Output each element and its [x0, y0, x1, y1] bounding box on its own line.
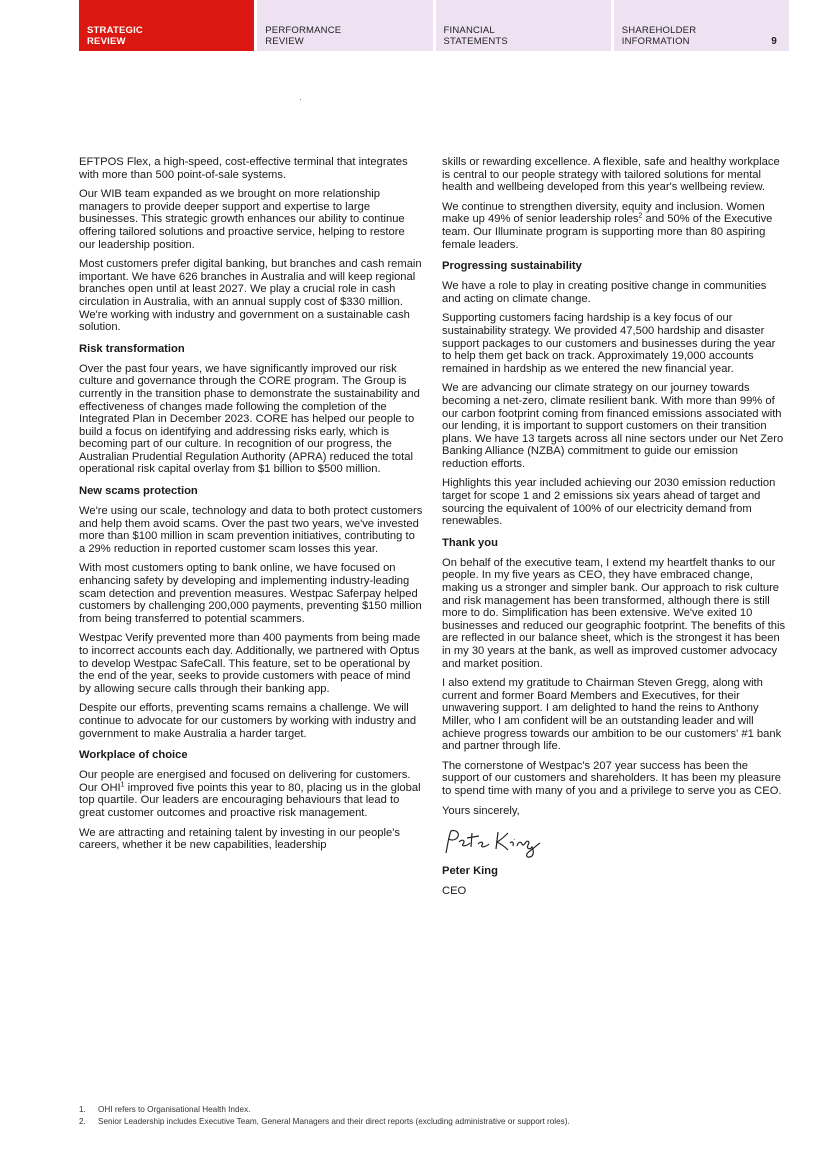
- paragraph: The cornerstone of Westpac's 207 year success has been the support of our customers and shareholders. It has been my pleasure to spend time with many of you and a privilege to serve you as CEO.: [442, 759, 782, 797]
- tab-performance-review[interactable]: [257, 0, 432, 51]
- paragraph: Westpac Verify prevented more than 400 payments from being made to incorrect accounts each day. Additionally, we partnered with Optus to develop Westpac SafeCall. This feature, set to be operational by the end of the year, seeks to provide customers with peace of mind by allowing secure calls through their banking app.: [79, 632, 421, 695]
- left-column: [79, 156, 423, 859]
- footnote-text: OHI refers to Organisational Health Index.: [98, 1105, 251, 1114]
- paragraph: Our WIB team expanded as we brought on more relationship managers to provide deeper support and expertise to large businesses. This strategic growth enhances our ability to continue offering tailored solutions and proactive service, helping to restore our leadership position.: [79, 188, 405, 251]
- signatory-title: CEO: [442, 884, 467, 897]
- heading-new-scams-protection: New scams protection: [79, 485, 198, 498]
- tab-strategic-review[interactable]: [79, 0, 254, 51]
- tab-label-line1: FINANCIAL: [443, 25, 495, 36]
- paragraph: Supporting customers facing hardship is a key focus of our sustainability strategy. We provided 47,500 hardship and disaster support packages to our customers and businesses during the year to help them get back on track. Approximately 19,000 accounts remained in hardship as we entered the new financial year.: [442, 312, 776, 375]
- heading-thank-you: Thank you: [442, 536, 498, 549]
- tab-shareholder-information[interactable]: [614, 0, 789, 51]
- tab-label-line1: PERFORMANCE: [265, 25, 342, 36]
- text-run: improved five points this year to 80, placing us in the global top quartile. Our leaders are encouraging behaviours that lead to great customer outcomes and proactive risk management.: [79, 781, 421, 819]
- tab-label-line1: STRATEGIC: [87, 25, 143, 36]
- paragraph: Most customers prefer digital banking, but branches and cash remain important. We have 626 branches in Australia and will keep regional branches open until at least 2027. We play a crucial role in cash circulation in Australia, with an annual supply cost of $330 million. We're working with industry and government on a sustainable cash solution.: [79, 258, 422, 334]
- right-column: [442, 156, 786, 904]
- paragraph: We are advancing our climate strategy on our journey towards becoming a net-zero, climate resilient bank. With more than 99% of our carbon footprint coming from financed emissions associated with our lending, it is important to support customers on their transition plans. We have 13 targets across all nine sectors under our Net Zero Banking Alliance (NZBA) commitment to guide our emission reduction efforts.: [442, 382, 784, 470]
- tab-label-line2: INFORMATION: [621, 36, 690, 47]
- signature-image: [442, 825, 786, 859]
- section-tabs: [79, 0, 789, 51]
- tab-label-line2: STATEMENTS: [443, 36, 508, 47]
- footnote: [79, 1116, 799, 1128]
- heading-risk-transformation: Risk transformation: [79, 342, 185, 355]
- footnote-number: 1.: [79, 1105, 86, 1114]
- text-run: and 50% of the Executive team. Our Illuminate program is supporting more than 80 aspiring female leaders.: [442, 213, 773, 251]
- paragraph: I also extend my gratitude to Chairman Steven Gregg, along with current and former Board Members and Executives, for their unwavering support. I am delighted to hand the reins to Anthony Miller, who I am confident will be an outstanding leader and will achieve progress towards our ambition to be our customers' #1 bank and partner through life.: [442, 677, 782, 753]
- paragraph: Despite our efforts, preventing scams remains a challenge. We will continue to advocate for our customers by working with industry and government to make Australia a harder target.: [79, 702, 417, 740]
- paragraph: We're using our scale, technology and data to both protect customers and help them avoid scams. Over the past two years, we've invested more than $100 million in scam prevention initiatives, contributing to a 29% reduction in reported customer scam losses this year.: [79, 505, 423, 555]
- heading-workplace-of-choice: Workplace of choice: [79, 749, 188, 762]
- tab-label-line1: SHAREHOLDER: [621, 25, 697, 36]
- tab-label-line2: REVIEW: [87, 36, 126, 47]
- paragraph: skills or rewarding excellence. A flexible, safe and healthy workplace is central to our people strategy with tailored solutions for mental health and wellbeing developed from this year's wellbeing review.: [442, 156, 780, 194]
- paragraph: Highlights this year included achieving our 2030 emission reduction target for scope 1 and 2 emissions six years ahead of target and sourcing the equivalent of 100% of our electricity demand from renewables.: [442, 477, 776, 528]
- footnote: [79, 1104, 799, 1116]
- footnotes: [79, 1104, 799, 1128]
- paragraph: EFTPOS Flex, a high-speed, cost-effective terminal that integrates with more than 500 point-of-sale systems.: [79, 156, 408, 181]
- paragraph: We are attracting and retaining talent by investing in our people's careers, whether it be new capabilities, leadership: [79, 826, 400, 852]
- paragraph: With most customers opting to bank online, we have focused on enhancing safety by developing and implementing industry-leading scam detection and prevention measures. Westpac Saferpay helped customers by challenging 200,000 payments, preventing $150 million from being transferred to potential scammers.: [79, 562, 422, 625]
- heading-progressing-sustainability: Progressing sustainability: [442, 260, 582, 273]
- footnote-ref: 2: [638, 212, 643, 220]
- text-run: Our people are energised and focused on delivering for customers. Our OHI: [79, 769, 411, 794]
- decorative-dot: [300, 99, 301, 100]
- footnote-ref: 1: [120, 781, 125, 789]
- handwritten-signature: [442, 825, 552, 859]
- paragraph: Over the past four years, we have significantly improved our risk culture and governance through the CORE program. The Group is currently in the transition phase to demonstrate the sustainability and effectiveness of changes made following the completion of the Integrated Plan in December 2023. CORE has helped our people to build a focus on identifying and addressing risks early, which is becoming part of our culture. In recognition of our progress, the Australian Prudential Regulation Authority (APRA) reduced the total operational risk capital overlay from $1 billion to $500 million.: [79, 362, 420, 476]
- footnote-number: 2.: [79, 1117, 86, 1126]
- paragraph: We have a role to play in creating positive change in communities and acting on climate change.: [442, 280, 767, 305]
- paragraph: On behalf of the executive team, I extend my heartfelt thanks to our people. In my five years as CEO, they have embraced change, making us a stronger and simpler bank. Our approach to risk culture and risk management has been transformed, although there is still more to do. Simplification has been extensive. We've exited 10 businesses and reduced our geographic footprint. The benefits of this are reflected in our balance sheet, which is the strongest it has been in my 30 years at the bank, as well as improved customer advocacy and market position.: [442, 556, 786, 670]
- tab-label-line2: REVIEW: [265, 36, 304, 47]
- paragraph: [442, 201, 786, 251]
- page-number: 9: [771, 36, 777, 47]
- tab-financial-statements[interactable]: [436, 0, 611, 51]
- paragraph: [79, 769, 423, 819]
- signatory-name: Peter King: [442, 865, 498, 878]
- footnote-text: Senior Leadership includes Executive Team, General Managers and their direct reports (excluding administrative or support roles).: [98, 1117, 570, 1126]
- closing: Yours sincerely,: [442, 804, 520, 817]
- text-run: We continue to strengthen diversity, equity and inclusion. Women make up 49% of senior leadership roles: [442, 200, 765, 226]
